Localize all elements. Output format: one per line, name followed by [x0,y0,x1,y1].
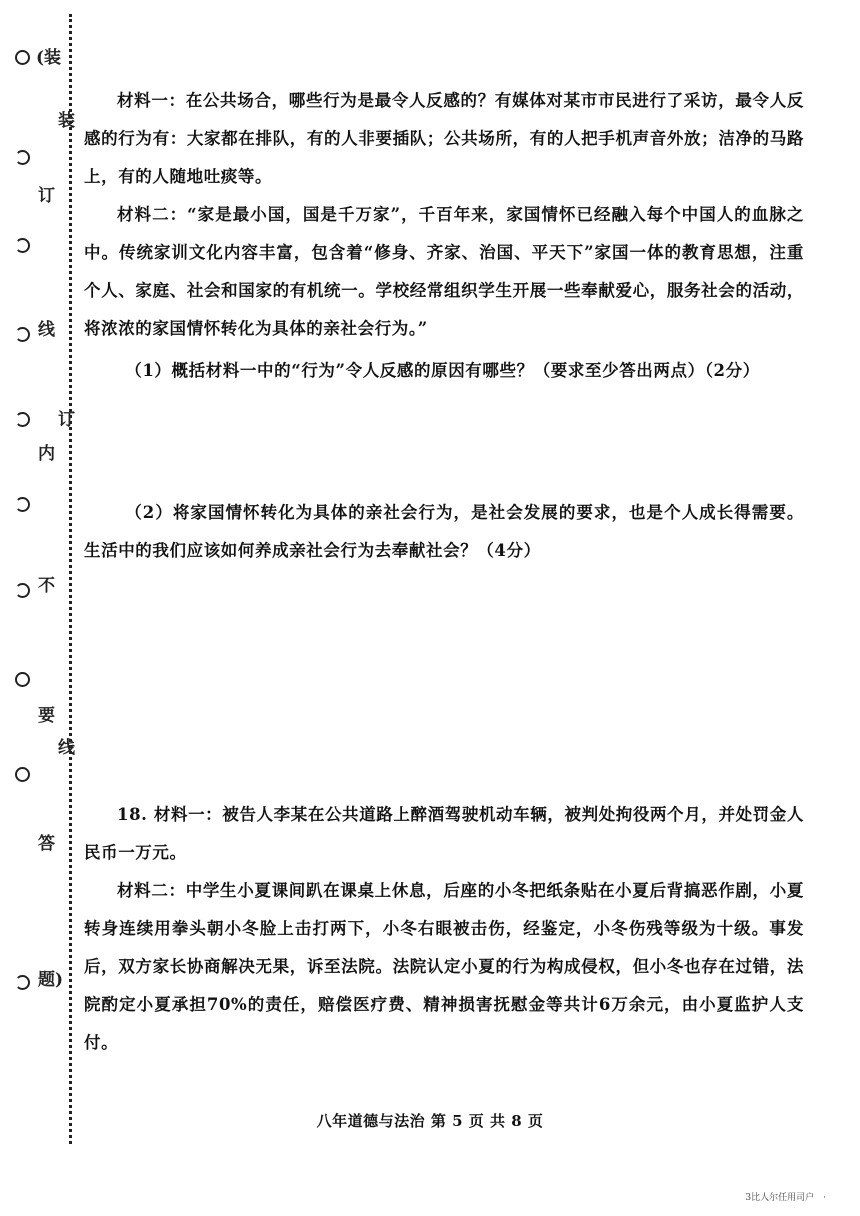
question-2: （2）将家国情怀转化为具体的亲社会行为，是社会发展的要求，也是个人成长得需要。生活中的我们应该如何养成亲社会行为去奉献社会？（4分） [84,503,804,560]
binding-char: 答 [38,834,55,854]
question-1: （1）概括材料一中的“行为”令人反感的原因有哪些？（要求至少答出两点）（2分） [125,361,760,380]
binding-hole [15,238,30,253]
binding-char: 线 [58,738,75,758]
binding-hole [15,412,30,427]
answer-space-1[interactable] [84,390,804,494]
binding-hole [15,975,30,990]
binding-margin [0,0,80,1216]
material-1-paragraph: 材料一：在公共场合，哪些行为是最令人反感的？有媒体对某市市民进行了采访，最令人反感的行为有：大家都在排队，有的人非要插队；公共场所，有的人把手机声音外放；洁净的马路上，有的人随地吐痰等。 [84,91,804,186]
page-content [84,82,804,1062]
binding-hole [15,327,30,342]
material-2-paragraph: 材料二：“家是最小国，国是千万家”，千百年来，家国情怀已经融入每个中国人的血脉之中。传统家训文化内容丰富，包含着“修身、齐家、治国、平天下”家国一体的教育思想，注重个人、家庭、社会和国家的有机统一。学校经常组织学生开展一些奉献爱心，服务社会的活动，将浓浓的家国情怀转化为具体的亲社会行为。” [84,205,804,338]
binding-char: 装 [58,111,75,131]
binding-hole [15,583,30,598]
binding-hole [15,50,30,65]
binding-char: 订 [38,186,55,206]
binding-char: 内 [38,444,55,464]
binding-hole [15,767,30,782]
binding-hole [15,672,30,687]
corner-mark: 3比人尔任用司户 · [745,1193,826,1203]
binding-char: 题) [38,970,64,990]
q18-material-1-paragraph: 18. 材料一：被告人李某在公共道路上醉酒驾驶机动车辆，被判处拘役两个月，并处罚金人民币一万元。 [84,805,804,862]
binding-char: (装 [36,48,62,68]
binding-char: 要 [38,706,55,726]
binding-hole [15,497,30,512]
binding-char: 订 [58,410,75,430]
binding-dotted-line [69,14,72,1144]
answer-space-2[interactable] [84,570,804,796]
binding-char: 线 [38,320,55,340]
binding-char: 不 [38,576,55,596]
q18-material-2-paragraph: 材料二：中学生小夏课间趴在课桌上休息，后座的小冬把纸条贴在小夏后背搞恶作剧，小夏转身连续用拳头朝小冬脸上击打两下，小冬右眼被击伤，经鉴定，小冬伤残等级为十级。事发后，双方家长协商解决无果，诉至法院。法院认定小夏的行为构成侵权，但小冬也存在过错，法院酌定小夏承担70%的责任，赔偿医疗费、精神损害抚慰金等共计6万余元，由小夏监护人支付。 [84,881,804,1052]
binding-hole [15,150,30,165]
page-footer: 八年道德与法治 第 5 页 共 8 页 [316,1112,544,1130]
